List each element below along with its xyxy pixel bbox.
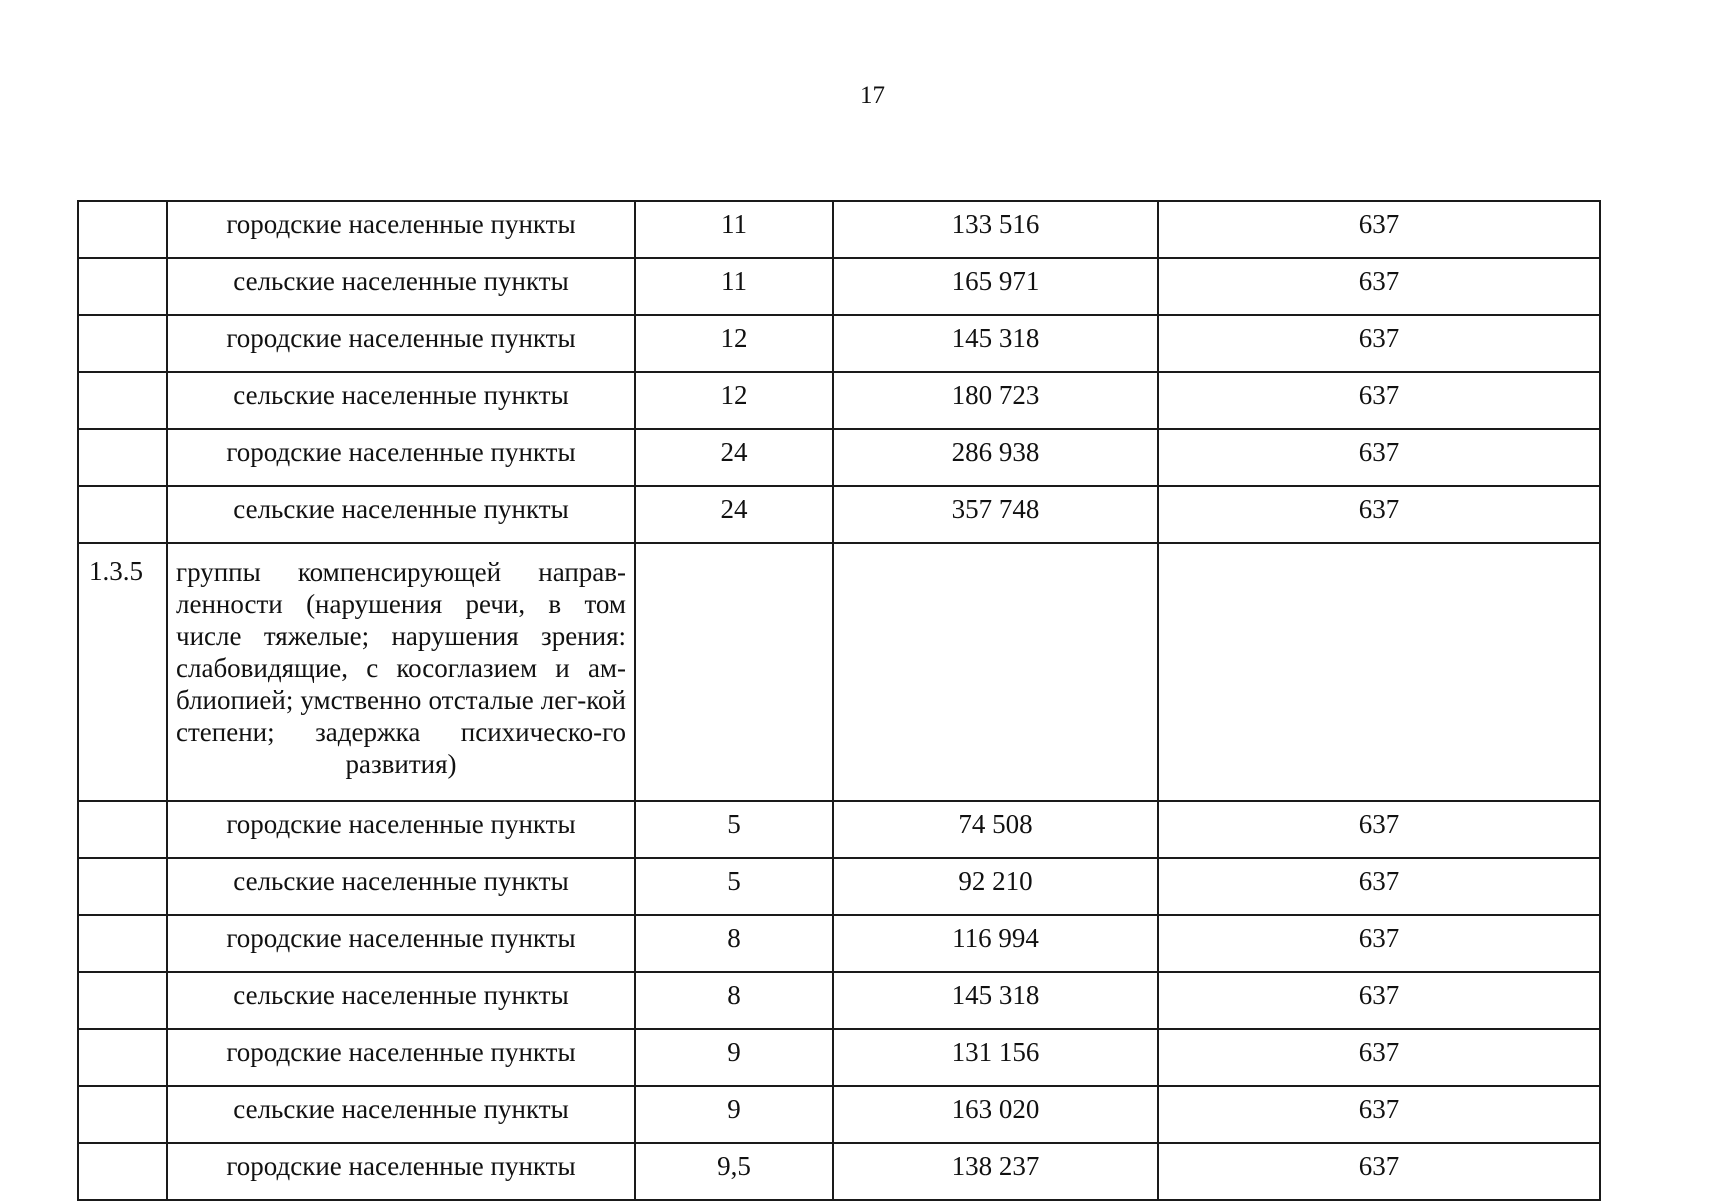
- row-description-cell: городские населенные пункты: [167, 801, 635, 858]
- data-table: [77, 200, 1601, 1201]
- table-row: [78, 858, 1600, 915]
- row-number-cell: [78, 372, 167, 429]
- row-col3-cell: 637: [1158, 858, 1600, 915]
- row-description-cell: городские населенные пункты: [167, 315, 635, 372]
- row-description-cell: городские населенные пункты: [167, 201, 635, 258]
- row-description-cell: городские населенные пункты: [167, 429, 635, 486]
- row-number-cell: [78, 429, 167, 486]
- row-col3-cell: 637: [1158, 1029, 1600, 1086]
- row-col3-cell: 637: [1158, 915, 1600, 972]
- row-col2-cell: 92 210: [833, 858, 1158, 915]
- row-col3-cell: 637: [1158, 258, 1600, 315]
- table-row: [78, 429, 1600, 486]
- row-col2-cell: 131 156: [833, 1029, 1158, 1086]
- table-row: [78, 258, 1600, 315]
- row-description-cell: сельские населенные пункты: [167, 1086, 635, 1143]
- row-col2-cell: 165 971: [833, 258, 1158, 315]
- table-row: [78, 972, 1600, 1029]
- group-number-cell: 1.3.5: [78, 543, 167, 801]
- row-number-cell: [78, 1143, 167, 1200]
- row-col1-cell: 11: [635, 258, 833, 315]
- row-col3-cell: 637: [1158, 486, 1600, 543]
- row-description-cell: городские населенные пункты: [167, 1143, 635, 1200]
- page-number: 17: [860, 82, 885, 109]
- row-number-cell: [78, 1029, 167, 1086]
- row-col2-cell: 286 938: [833, 429, 1158, 486]
- row-col2-cell: 74 508: [833, 801, 1158, 858]
- row-number-cell: [78, 972, 167, 1029]
- row-number-cell: [78, 801, 167, 858]
- row-col1-cell: 8: [635, 915, 833, 972]
- row-col1-cell: 24: [635, 429, 833, 486]
- row-col3-cell: 637: [1158, 972, 1600, 1029]
- row-description-cell: сельские населенные пункты: [167, 972, 635, 1029]
- row-number-cell: [78, 201, 167, 258]
- row-col1-cell: 12: [635, 372, 833, 429]
- group-col2-cell: [833, 543, 1158, 801]
- table-row: [78, 201, 1600, 258]
- table-row: [78, 801, 1600, 858]
- row-col3-cell: 637: [1158, 429, 1600, 486]
- table-row: [78, 915, 1600, 972]
- row-number-cell: [78, 486, 167, 543]
- row-col1-cell: 9: [635, 1029, 833, 1086]
- row-col1-cell: 9: [635, 1086, 833, 1143]
- row-description-cell: сельские населенные пункты: [167, 858, 635, 915]
- row-col1-cell: 9,5: [635, 1143, 833, 1200]
- row-col2-cell: 138 237: [833, 1143, 1158, 1200]
- row-col2-cell: 145 318: [833, 972, 1158, 1029]
- row-col1-cell: 8: [635, 972, 833, 1029]
- row-col1-cell: 5: [635, 801, 833, 858]
- row-col2-cell: 133 516: [833, 201, 1158, 258]
- row-description-cell: городские населенные пункты: [167, 1029, 635, 1086]
- row-col3-cell: 637: [1158, 1086, 1600, 1143]
- group-col1-cell: [635, 543, 833, 801]
- table-row: [78, 372, 1600, 429]
- group-col3-cell: [1158, 543, 1600, 801]
- row-col3-cell: 637: [1158, 801, 1600, 858]
- row-col1-cell: 24: [635, 486, 833, 543]
- row-description-cell: сельские населенные пункты: [167, 258, 635, 315]
- table-row: [78, 1029, 1600, 1086]
- group-row: [78, 543, 1600, 801]
- row-number-cell: [78, 915, 167, 972]
- row-col3-cell: 637: [1158, 1143, 1600, 1200]
- table-row: [78, 1086, 1600, 1143]
- row-description-cell: сельские населенные пункты: [167, 372, 635, 429]
- row-number-cell: [78, 258, 167, 315]
- row-number-cell: [78, 1086, 167, 1143]
- group-description-cell: группы компенсирующей направ-ленности (нарушения речи, в том числе тяжелые; нарушения зрения: слабовидящие, с косоглазием и ам-блиопией; умственно отсталые лег-кой степени; задержка психическо-го развития): [167, 543, 635, 801]
- row-col2-cell: 357 748: [833, 486, 1158, 543]
- row-col1-cell: 12: [635, 315, 833, 372]
- row-col2-cell: 163 020: [833, 1086, 1158, 1143]
- row-col3-cell: 637: [1158, 201, 1600, 258]
- table-row: [78, 1143, 1600, 1200]
- row-description-cell: городские населенные пункты: [167, 915, 635, 972]
- row-col2-cell: 145 318: [833, 315, 1158, 372]
- row-col1-cell: 5: [635, 858, 833, 915]
- row-col3-cell: 637: [1158, 315, 1600, 372]
- row-number-cell: [78, 315, 167, 372]
- row-col1-cell: 11: [635, 201, 833, 258]
- row-description-cell: сельские населенные пункты: [167, 486, 635, 543]
- row-col3-cell: 637: [1158, 372, 1600, 429]
- table-row: [78, 486, 1600, 543]
- row-col2-cell: 180 723: [833, 372, 1158, 429]
- row-number-cell: [78, 858, 167, 915]
- row-col2-cell: 116 994: [833, 915, 1158, 972]
- table-row: [78, 315, 1600, 372]
